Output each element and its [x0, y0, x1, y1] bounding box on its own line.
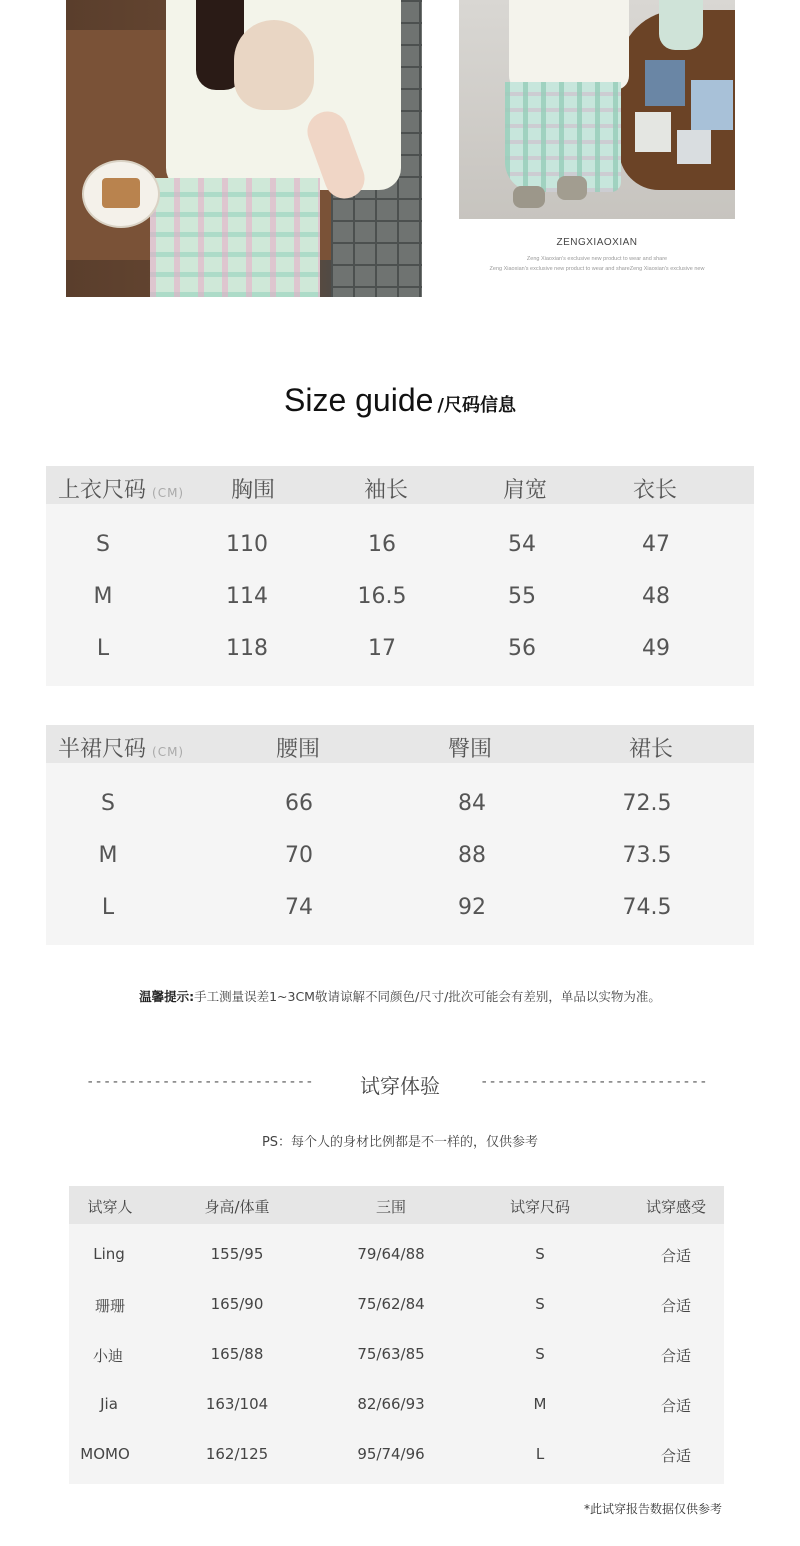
value-cell: 合适 — [660, 1297, 692, 1315]
top-size-table — [46, 466, 754, 686]
table-row — [46, 584, 754, 614]
value-cell: 16.5 — [357, 584, 407, 609]
value-cell: 155/95 — [210, 1245, 264, 1263]
header-shoulder: 肩宽 — [502, 478, 548, 503]
tip-label: 温馨提示: — [139, 989, 195, 1004]
skirt-size-table — [46, 725, 754, 945]
tester-cell: 珊珊 — [94, 1297, 126, 1315]
skirt-size-header-label: 半裙尺码 — [58, 737, 147, 762]
value-cell: 合适 — [660, 1397, 692, 1415]
try-on-note: PS：每个人的身材比例都是不一样的，仅供参考 — [261, 1135, 539, 1150]
value-cell: 73.5 — [622, 843, 672, 868]
size-guide-title — [0, 382, 800, 419]
dash-divider-right: --------------------------- — [480, 1074, 708, 1090]
value-cell: 165/88 — [210, 1345, 264, 1363]
brand-tagline-1: Zeng Xiaoxian's exclusive new product to wear and share — [526, 256, 668, 262]
value-cell: 162/125 — [205, 1445, 269, 1463]
value-cell: 165/90 — [210, 1295, 264, 1313]
header-chest: 胸围 — [230, 478, 276, 503]
header-skirt-length: 裙长 — [628, 737, 674, 762]
value-cell: 66 — [285, 791, 313, 816]
header-length: 衣长 — [632, 478, 678, 503]
value-cell: S — [535, 1245, 545, 1263]
measurement-tip — [0, 987, 800, 1005]
unit-label: (CM) — [152, 486, 185, 500]
try-on-title-text: 试穿体验 — [360, 1074, 440, 1098]
table-row — [69, 1445, 724, 1469]
value-cell: S — [535, 1295, 545, 1313]
size-cell: L — [101, 895, 115, 920]
tester-cell: 小迪 — [92, 1347, 124, 1365]
value-cell: M — [533, 1395, 547, 1413]
value-cell: 49 — [642, 636, 670, 661]
value-cell: 74 — [285, 895, 313, 920]
unit-label: (CM) — [152, 745, 185, 759]
product-photo-left — [66, 0, 422, 297]
table-row — [69, 1295, 724, 1319]
value-cell: 118 — [226, 636, 268, 661]
table-row — [46, 636, 754, 666]
size-cell: M — [93, 584, 113, 609]
tester-cell: Ling — [93, 1245, 125, 1263]
table-row — [69, 1245, 724, 1269]
try-on-footnote: *此试穿报告数据仅供参考 — [583, 1502, 722, 1516]
value-cell: 合适 — [660, 1447, 692, 1465]
skirt-size-header — [58, 732, 184, 763]
value-cell: 114 — [226, 584, 268, 609]
table-row — [46, 532, 754, 562]
header-hip: 臀围 — [447, 737, 493, 762]
tester-cell: Jia — [100, 1395, 118, 1413]
tip-text: 手工测量误差1~3CM敬请谅解不同颜色/尺寸/批次可能会有差别，单品以实物为准。 — [194, 989, 661, 1004]
size-cell: M — [98, 843, 118, 868]
value-cell: 82/66/93 — [357, 1395, 425, 1413]
header-tried-size: 试穿尺码 — [509, 1198, 571, 1216]
value-cell: 95/74/96 — [357, 1445, 425, 1463]
value-cell: 54 — [508, 532, 536, 557]
value-cell: 56 — [508, 636, 536, 661]
brand-name: ZENGXIAOXIAN — [556, 237, 638, 248]
value-cell: L — [535, 1445, 545, 1463]
try-on-title — [0, 1070, 800, 1100]
header-waist: 腰围 — [275, 737, 321, 762]
header-sleeve: 袖长 — [363, 478, 409, 503]
value-cell: 70 — [285, 843, 313, 868]
value-cell: 合适 — [660, 1247, 692, 1265]
value-cell: 74.5 — [622, 895, 672, 920]
product-photo-right — [459, 0, 735, 219]
value-cell: 17 — [368, 636, 396, 661]
header-tester: 试穿人 — [87, 1198, 133, 1216]
table-header — [46, 466, 754, 504]
table-row — [46, 843, 754, 873]
table-header — [69, 1186, 724, 1224]
header-measurements: 三围 — [375, 1198, 407, 1216]
value-cell: 110 — [226, 532, 268, 557]
value-cell: S — [535, 1345, 545, 1363]
value-cell: 84 — [458, 791, 486, 816]
header-feeling: 试穿感受 — [645, 1198, 707, 1216]
value-cell: 合适 — [660, 1347, 692, 1365]
try-on-table — [69, 1186, 724, 1484]
value-cell: 92 — [458, 895, 486, 920]
value-cell: 75/62/84 — [357, 1295, 425, 1313]
table-row — [46, 791, 754, 821]
value-cell: 72.5 — [622, 791, 672, 816]
top-size-header — [58, 473, 184, 504]
value-cell: 55 — [508, 584, 536, 609]
header-height-weight: 身高/体重 — [204, 1198, 270, 1216]
table-row — [69, 1345, 724, 1369]
size-cell: L — [96, 636, 110, 661]
value-cell: 163/104 — [205, 1395, 269, 1413]
table-row — [69, 1395, 724, 1419]
table-header — [46, 725, 754, 763]
value-cell: 75/63/85 — [357, 1345, 425, 1363]
size-cell: S — [96, 532, 110, 557]
value-cell: 88 — [458, 843, 486, 868]
size-guide-title-cn: /尺码信息 — [437, 395, 516, 416]
top-size-header-label: 上衣尺码 — [58, 478, 147, 503]
value-cell: 48 — [642, 584, 670, 609]
size-guide-title-en: Size guide — [283, 382, 434, 418]
dash-divider-left: --------------------------- — [86, 1074, 314, 1090]
brand-tagline-2: Zeng Xiaoxian's exclusive new product to wear and shareZeng Xiaoxian's exclusive new — [489, 266, 705, 272]
value-cell: 47 — [642, 532, 670, 557]
size-cell: S — [101, 791, 115, 816]
tester-cell: MOMO — [80, 1445, 130, 1463]
value-cell: 79/64/88 — [357, 1245, 425, 1263]
value-cell: 16 — [368, 532, 396, 557]
table-row — [46, 895, 754, 925]
